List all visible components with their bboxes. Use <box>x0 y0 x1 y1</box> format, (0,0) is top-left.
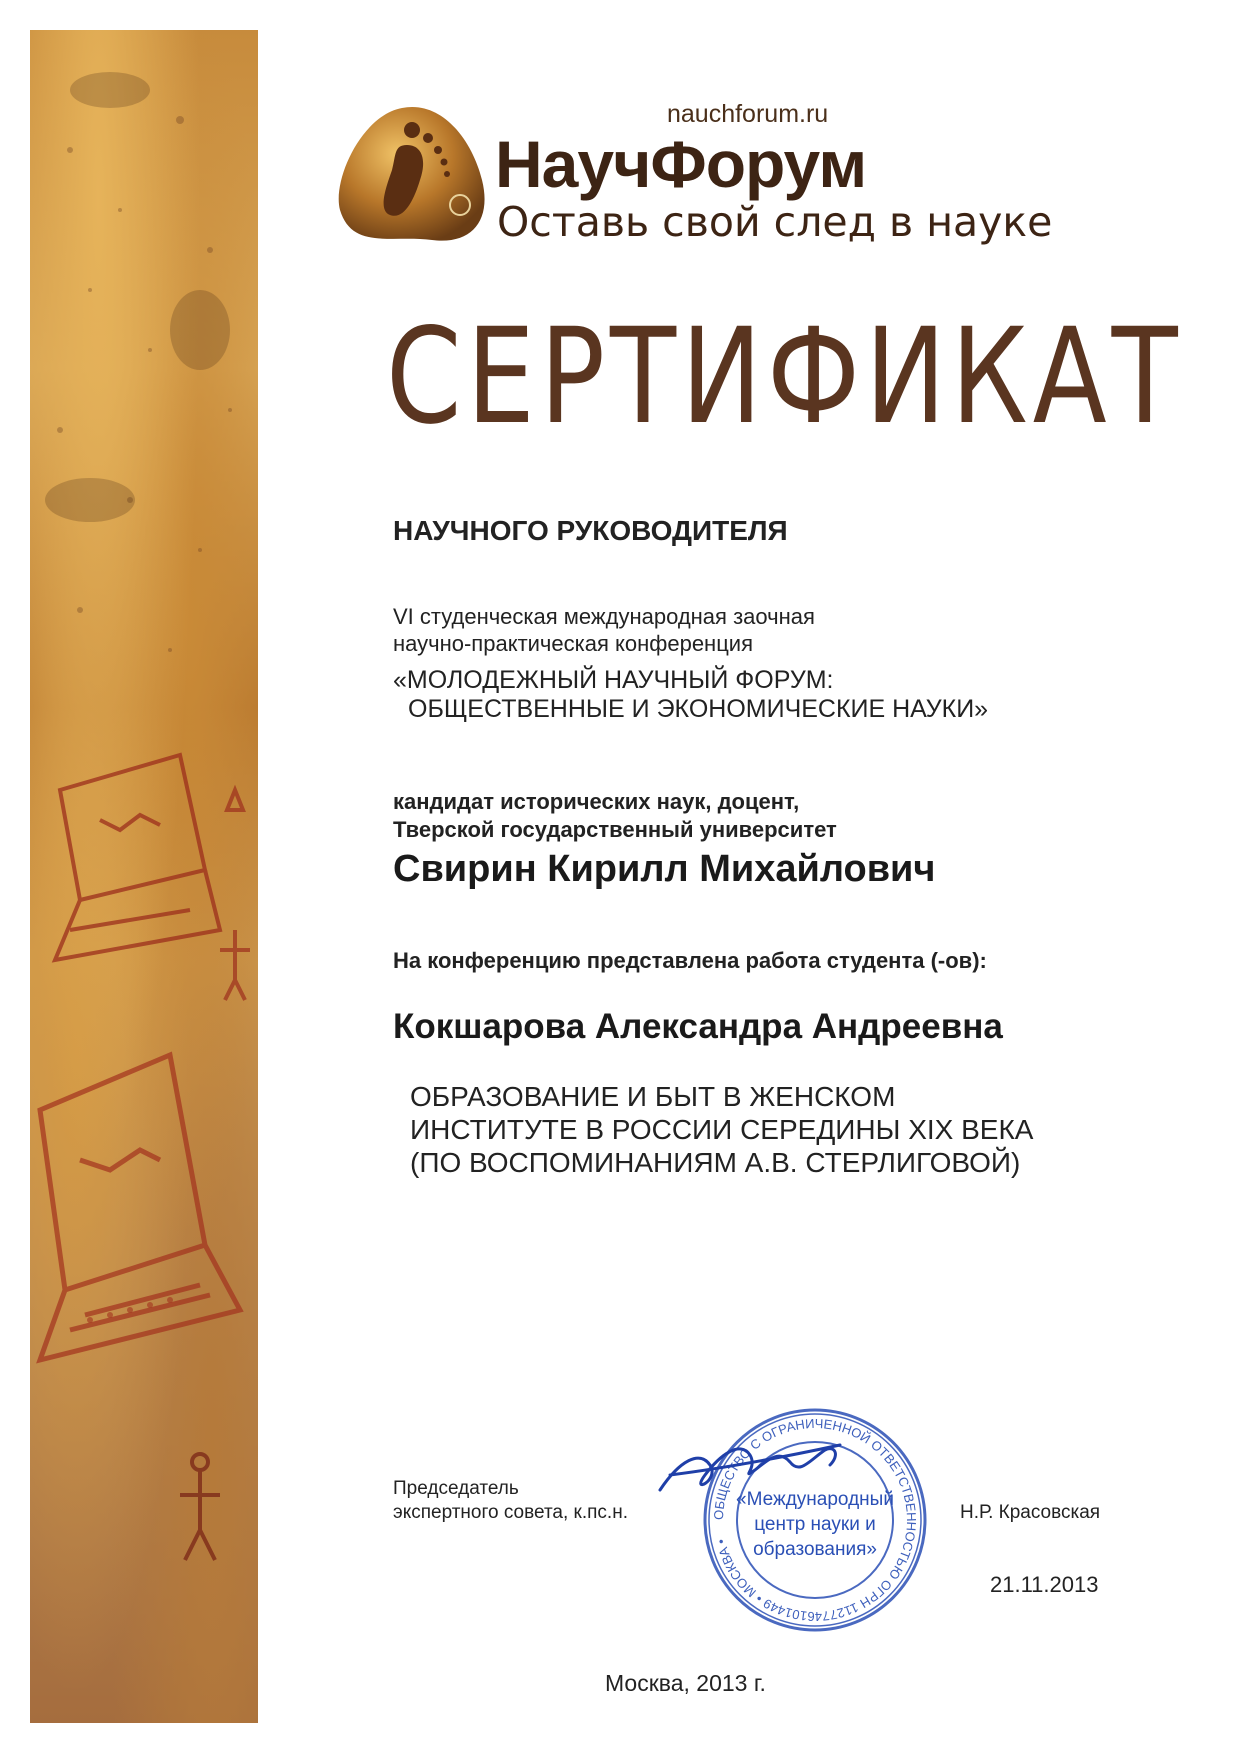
work-topic-line1: ОБРАЗОВАНИЕ И БЫТ В ЖЕНСКОМ <box>410 1081 896 1112</box>
rock-art-illustration <box>30 30 258 1723</box>
stamp-outer-text: ОБЩЕСТВО С ОГРАНИЧЕННОЙ ОТВЕТСТВЕННОСТЬЮ ОГРН 1127746101449 • МОСКВА • <box>710 1415 920 1625</box>
student-name: Кокшарова Александра Андреевна <box>393 1007 1003 1046</box>
chair-title-line2: экспертного совета, к.пс.н. <box>393 1502 628 1523</box>
signature <box>650 1420 850 1510</box>
stamp-line1: «Международный <box>736 1489 894 1510</box>
chair-name: Н.Р. Красовская <box>960 1502 1101 1523</box>
nauchforum-logo <box>332 100 500 250</box>
stamp-line2: центр науки и <box>754 1514 876 1535</box>
certificate-title: СЕРТИФИКАТ <box>386 300 1183 454</box>
site-url: nauchforum.ru <box>667 100 829 128</box>
conference-name-line1: «МОЛОДЕЖНЫЙ НАУЧНЫЙ ФОРУМ: <box>393 666 834 694</box>
supervisor-degree: кандидат исторических наук, доцент, <box>393 789 800 814</box>
brand-name: НаучФорум <box>495 127 867 201</box>
supervisor-name: Свирин Кирилл Михайлович <box>393 848 936 890</box>
certificate-role: НАУЧНОГО РУКОВОДИТЕЛЯ <box>393 515 788 546</box>
issue-city: Москва, 2013 г. <box>605 1670 766 1696</box>
supervisor-affiliation: Тверской государственный университет <box>393 817 837 842</box>
stamp-line3: образования» <box>753 1539 877 1560</box>
work-intro: На конференцию представлена работа студента (-ов): <box>393 948 987 973</box>
decorative-strip <box>30 30 258 1723</box>
issue-date: 21.11.2013 <box>990 1572 1099 1597</box>
brand-slogan: Оставь свой след в науке <box>497 198 1053 246</box>
work-topic-line2: ИНСТИТУТЕ В РОССИИ СЕРЕДИНЫ XIX ВЕКА <box>410 1114 1034 1145</box>
conference-name-line2: ОБЩЕСТВЕННЫЕ И ЭКОНОМИЧЕСКИЕ НАУКИ» <box>408 695 989 723</box>
conference-description-line2: научно-практическая конференция <box>393 631 754 656</box>
work-topic <box>410 1080 1033 1179</box>
chair-title-line1: Председатель <box>393 1478 519 1499</box>
work-topic-line3: (ПО ВОСПОМИНАНИЯМ А.В. СТЕРЛИГОВОЙ) <box>410 1147 1021 1178</box>
conference-description-line1: VI студенческая международная заочная <box>393 604 815 629</box>
